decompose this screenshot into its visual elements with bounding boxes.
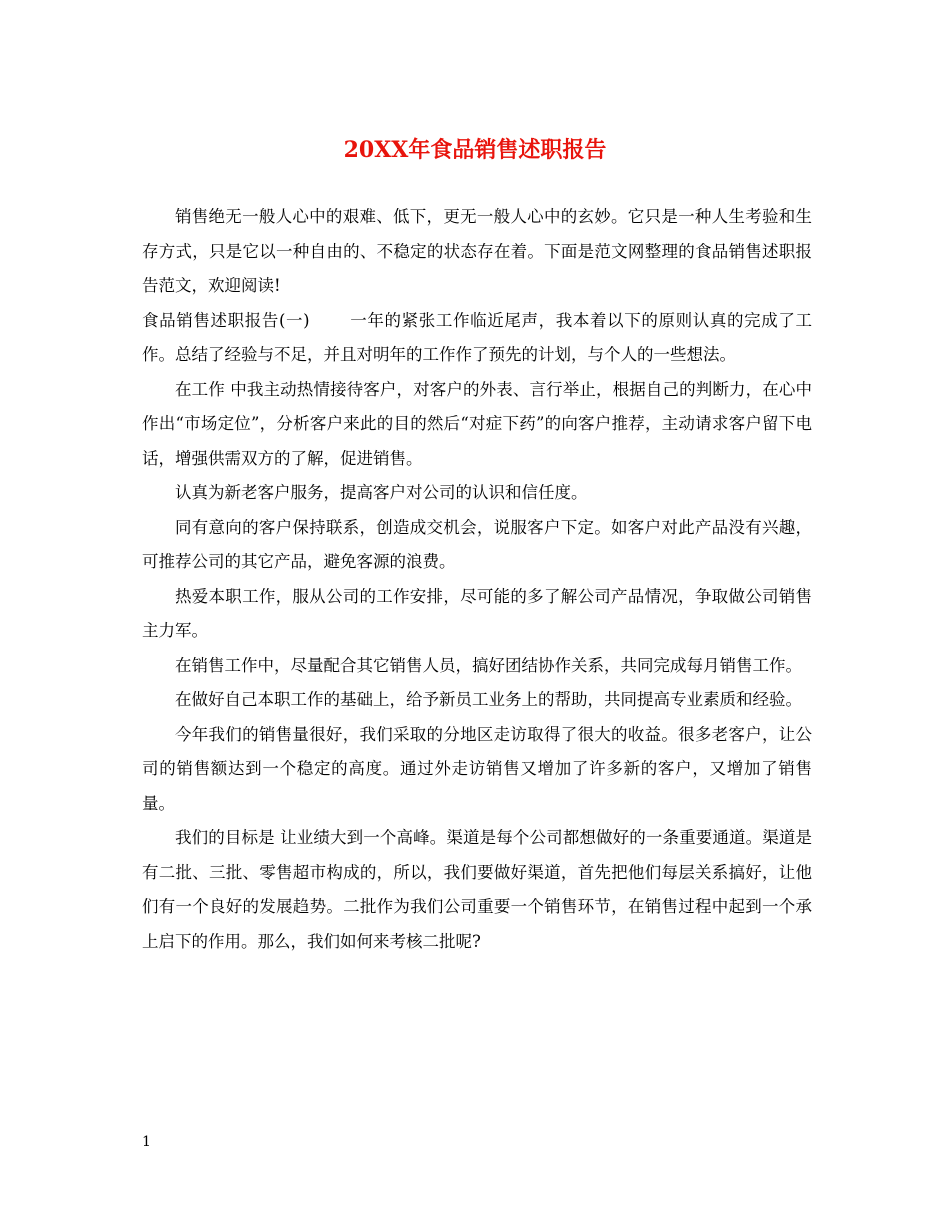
document-body <box>142 200 812 959</box>
body-paragraph: 在做好自己本职工作的基础上，给予新员工业务上的帮助，共同提高专业素质和经验。 <box>175 690 802 709</box>
body-paragraph: 今年我们的销售量很好，我们采取的分地区走访取得了很大的收益。很多老客户，让公司的销售额达到一个稳定的高度。通过外走访销售又增加了许多新的客户，又增加了销售量。 <box>142 724 812 813</box>
page-number: 1 <box>142 1134 151 1150</box>
body-paragraph: 我们的目标是 让业绩大到一个高峰。渠道是每个公司都想做好的一条重要通道。渠道是有二批、三批、零售超市构成的，所以，我们要做好渠道，首先把他们每层关系搞好，让他们有一个良好的发展趋势。二批作为我们公司重要一个销售环节，在销售过程中起到一个承上启下的作用。那么，我们如何来考核二批呢? <box>142 828 812 951</box>
body-paragraph: 在销售工作中，尽量配合其它销售人员，搞好团结协作关系，共同完成每月销售工作。 <box>175 655 802 675</box>
body-paragraph: 在工作 中我主动热情接待客户，对客户的外表、言行举止，根据自己的判断力，在心中作出“市场定位”，分析客户来此的目的然后“对症下药”的向客户推荐，主动请求客户留下电话，增强供需双方的了解，促进销售。 <box>142 379 812 468</box>
intro-paragraph: 销售绝无一般人心中的艰难、低下，更无一般人心中的玄妙。它只是一种人生考验和生存方式，只是它以一种自由的、不稳定的状态存在着。下面是范文网整理的食品销售述职报告范文，欢迎阅读! <box>142 207 812 295</box>
section-paragraph <box>142 304 812 373</box>
section-opening: 一年的紧张工作临近尾声，我本着以下的原则认真的完成了工作。总结了经验与不足，并且对明年的工作作了预先的计划，与个人的一些想法。 <box>142 310 812 364</box>
section-heading: 食品销售述职报告(一) <box>142 310 310 330</box>
body-paragraph: 认真为新老客户服务，提高客户对公司的认识和信任度。 <box>175 483 588 502</box>
document-title: 20XX年食品销售述职报告 <box>343 137 607 163</box>
body-paragraph: 同有意向的客户保持联系，创造成交机会，说服客户下定。如客户对此产品没有兴趣，可推荐公司的其它产品，避免客源的浪费。 <box>142 517 812 571</box>
body-paragraph: 热爱本职工作，服从公司的工作安排，尽可能的多了解公司产品情况，争取做公司销售主力军。 <box>142 586 812 640</box>
